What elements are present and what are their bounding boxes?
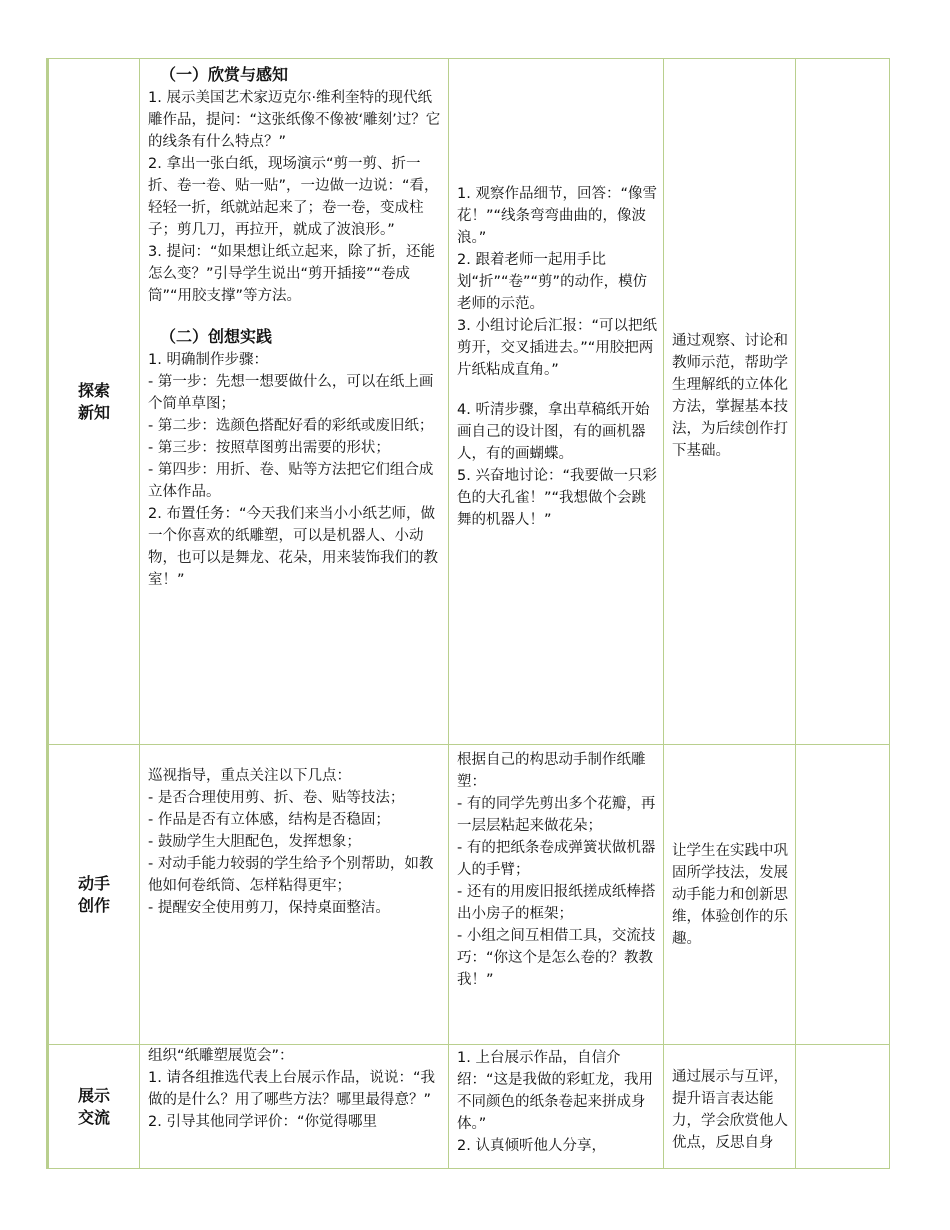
teacher-line: - 作品是否有立体感，结构是否稳固； <box>148 812 390 828</box>
student-line: 2. 认真倾听他人分享， <box>457 1138 606 1154</box>
teacher-line: 组织“纸雕塑展览会”： <box>148 1048 294 1064</box>
row-create <box>48 745 890 1045</box>
teacher-line: - 第三步：按照草图剪出需要的形状； <box>148 440 390 456</box>
student-line: 3. 小组讨论后汇报：“可以把纸剪开，交叉插进去。”“用胶把两片纸粘成直角。” <box>457 318 657 378</box>
student-line: 1. 观察作品细节，回答：“像雪花！”“线条弯弯曲曲的，像波浪。” <box>457 186 657 246</box>
lesson-plan-table <box>46 58 890 1169</box>
teacher-line: - 第二步：选颜色搭配好看的彩纸或废旧纸； <box>148 418 434 434</box>
stage-label-text: 探索新知 <box>77 380 110 422</box>
student-activity-cell <box>449 59 664 745</box>
student-line: 根据自己的构思动手制作纸雕塑： <box>457 752 646 790</box>
notes-cell <box>796 1045 890 1169</box>
student-line: - 有的把纸条卷成弹簧状做机器人的手臂； <box>457 840 656 878</box>
notes-cell <box>796 59 890 745</box>
teacher-line: - 鼓励学生大胆配色，发挥想象； <box>148 834 361 850</box>
stage-label-text: 展示交流 <box>77 1085 110 1127</box>
student-activity-cell <box>449 1045 664 1169</box>
teacher-line: 3. 提问：“如果想让纸立起来，除了折，还能怎么变？”引导学生说出“剪开插接”“卷成筒”“用胶支撑”等方法。 <box>148 244 435 304</box>
row-share <box>48 1045 890 1169</box>
stage-label <box>48 59 140 745</box>
teacher-line: 2. 引导其他同学评价：“你觉得哪里 <box>148 1114 377 1130</box>
teacher-line: 2. 布置任务：“今天我们来当小小纸艺师，做一个你喜欢的纸雕塑，可以是机器人、小动物，也可以是舞龙、花朵，用来装饰我们的教室！” <box>148 506 438 588</box>
design-intent-text: 通过观察、讨论和教师示范，帮助学生理解纸的立体化方法，掌握基本技法，为后续创作打下基础。 <box>672 332 788 459</box>
section-heading: （二）创想实践 <box>160 327 273 346</box>
teacher-line: 1. 请各组推选代表上台展示作品，说说：“我做的是什么？用了哪些方法？哪里最得意？” <box>148 1070 435 1108</box>
design-intent-text: 通过展示与互评，提升语言表达能力，学会欣赏他人优点，反思自身 <box>672 1068 788 1151</box>
student-activity-cell <box>449 745 664 1045</box>
student-line: 2. 跟着老师一起用手比划“折”“卷”“剪”的动作，模仿老师的示范。 <box>457 252 648 312</box>
student-line: - 有的同学先剪出多个花瓣，再一层层粘起来做花朵； <box>457 796 656 834</box>
teacher-line: 1. 展示美国艺术家迈克尔·维利奎特的现代纸雕作品，提问：“这张纸像不像被‘雕刻’过？它的线条有什么特点？” <box>148 90 441 150</box>
design-intent-cell <box>664 1045 796 1169</box>
teacher-line: 巡视指导，重点关注以下几点： <box>148 768 351 784</box>
design-intent-text: 让学生在实践中巩固所学技法，发展动手能力和创新思维，体验创作的乐趣。 <box>672 842 788 947</box>
student-line: 1. 上台展示作品，自信介绍：“这是我做的彩虹龙，我用不同颜色的纸条卷起来拼成身体。” <box>457 1050 654 1132</box>
stage-label-text: 动手创作 <box>77 873 110 915</box>
teacher-line: - 提醒安全使用剪刀，保持桌面整洁。 <box>148 900 390 916</box>
design-intent-cell <box>664 745 796 1045</box>
teacher-activity-cell <box>140 1045 449 1169</box>
student-line: - 还有的用废旧报纸搓成纸棒搭出小房子的框架； <box>457 884 656 922</box>
teacher-line: - 是否合理使用剪、折、卷、贴等技法； <box>148 790 405 806</box>
student-line: - 小组之间互相借工具，交流技巧：“你这个是怎么卷的？教教我！” <box>457 928 656 988</box>
notes-cell <box>796 745 890 1045</box>
teacher-activity-cell <box>140 745 449 1045</box>
teacher-line: - 第一步：先想一想要做什么，可以在纸上画个简单草图； <box>148 374 434 412</box>
teacher-line: - 第四步：用折、卷、贴等方法把它们组合成立体作品。 <box>148 462 434 500</box>
teacher-activity-cell <box>140 59 449 745</box>
teacher-line: - 对动手能力较弱的学生给予个别帮助，如教他如何卷纸筒、怎样粘得更牢； <box>148 856 434 894</box>
stage-label <box>48 1045 140 1169</box>
row-explore <box>48 59 890 745</box>
teacher-line: 1. 明确制作步骤： <box>148 352 268 368</box>
section-heading: （一）欣赏与感知 <box>160 65 289 84</box>
stage-label <box>48 745 140 1045</box>
student-line: 4. 听清步骤，拿出草稿纸开始画自己的设计图，有的画机器人，有的画蝴蝶。 <box>457 402 650 462</box>
design-intent-cell <box>664 59 796 745</box>
teacher-line: 2. 拿出一张白纸，现场演示“剪一剪、折一折、卷一卷、贴一贴”，一边做一边说：“看，轻轻一折，纸就站起来了；卷一卷，变成柱子；剪几刀，再拉开，就成了波浪形。” <box>148 156 439 238</box>
student-line: 5. 兴奋地讨论：“我要做一只彩色的大孔雀！”“我想做个会跳舞的机器人！” <box>457 468 657 528</box>
